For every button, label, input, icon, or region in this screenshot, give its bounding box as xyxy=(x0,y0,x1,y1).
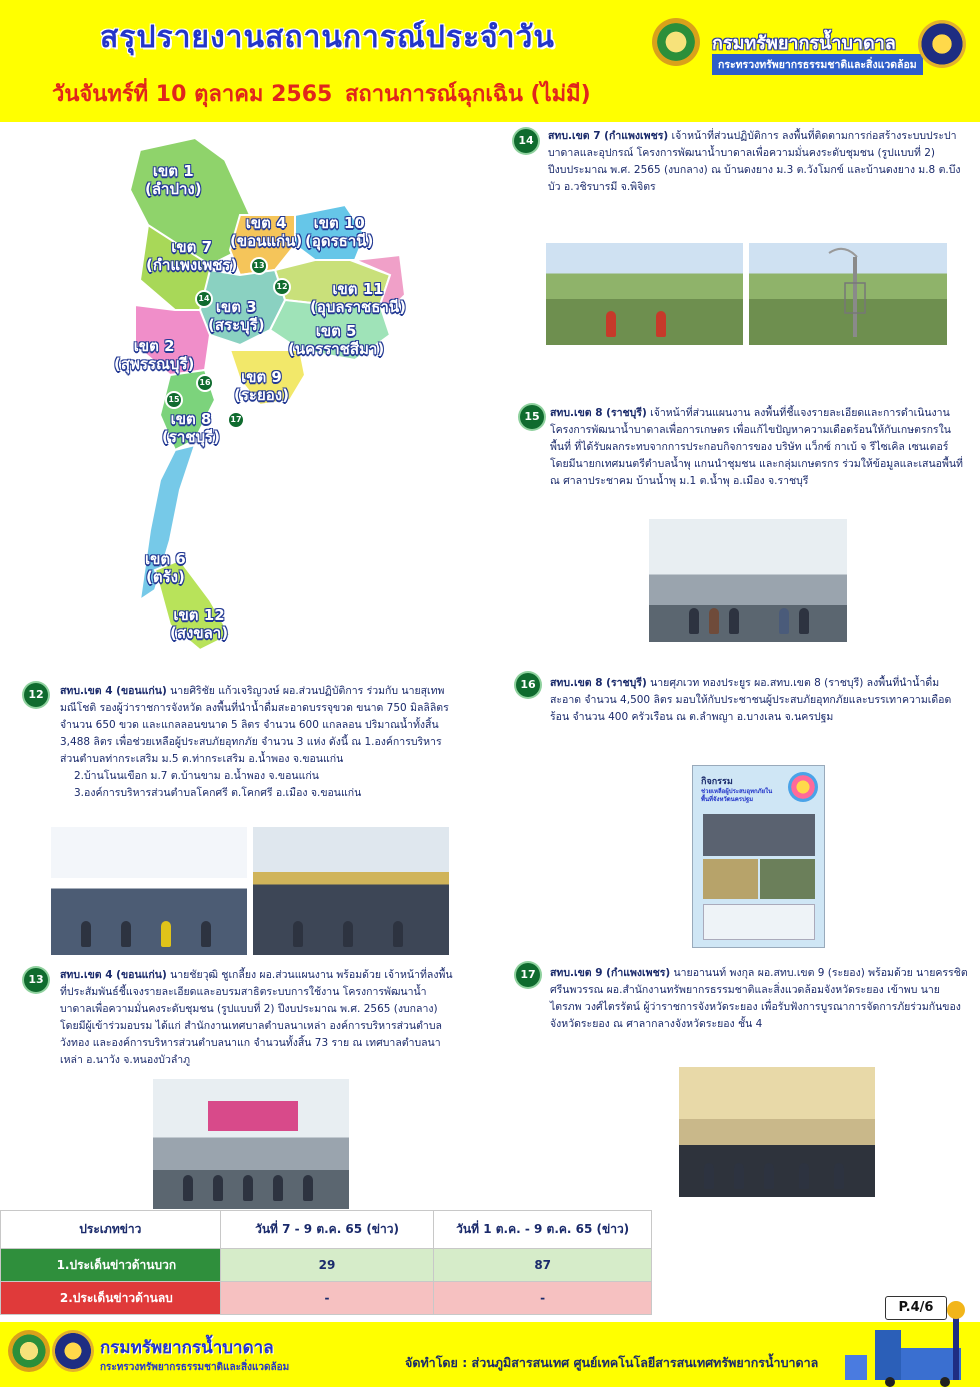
zone-province: (ลำปาง) xyxy=(145,180,202,198)
zone-label-6 xyxy=(145,550,186,586)
news-photo xyxy=(252,826,450,956)
zone-province: (สงขลา) xyxy=(170,624,229,642)
map-marker-12: 12 xyxy=(273,278,291,296)
news-list-item: 2.บ้านโนนเขือก ม.7 ต.บ้านขาม อ.น้ำพอง จ.ขอนแก่น xyxy=(74,770,319,782)
table-cell-total: - xyxy=(434,1282,652,1315)
news-lead: สทบ.เขต 8 (ราชบุรี) xyxy=(550,677,647,689)
map-marker-13: 13 xyxy=(250,257,268,275)
person-figure xyxy=(243,1175,253,1201)
news-number-badge: 14 xyxy=(514,129,538,153)
person-figure xyxy=(834,1163,844,1189)
map-marker-17: 17 xyxy=(227,411,245,429)
event-banner xyxy=(208,1101,298,1131)
table-cell-week: - xyxy=(220,1282,434,1315)
zone-label-5 xyxy=(288,322,384,358)
news-number-badge: 16 xyxy=(516,673,540,697)
person-figure xyxy=(689,608,699,634)
person-figure xyxy=(183,1175,193,1201)
news-item-16 xyxy=(550,675,968,726)
zone-province: (ขอนแก่น) xyxy=(230,232,303,250)
news-stats-table xyxy=(0,1210,652,1315)
zone-label-9 xyxy=(234,368,289,404)
activity-poster xyxy=(692,765,825,948)
thailand-zone-map xyxy=(100,130,410,660)
person-figure xyxy=(201,921,211,947)
person-figure xyxy=(213,1175,223,1201)
news-item-14 xyxy=(548,128,968,196)
news-lead: สทบ.เขต 4 (ขอนแก่น) xyxy=(60,685,167,697)
zone-province: (สระบุรี) xyxy=(208,316,265,334)
news-number-badge: 13 xyxy=(24,968,48,992)
map-marker-15: 15 xyxy=(165,391,183,409)
news-lead: สทบ.เขต 8 (ราชบุรี) xyxy=(550,407,647,419)
poster-caption-box xyxy=(703,904,815,940)
poster-title: กิจกรรม xyxy=(701,777,733,787)
person-figure xyxy=(704,1163,714,1189)
table-row-negative xyxy=(1,1282,652,1315)
zone-name: เขต 11 xyxy=(332,280,384,298)
zone-name: เขต 8 xyxy=(170,410,212,428)
news-lead: สทบ.เขต 9 (กำแพงเพชร) xyxy=(550,967,671,979)
zone-label-7 xyxy=(146,238,237,274)
zone-label-12 xyxy=(170,606,228,642)
person-figure xyxy=(393,921,403,947)
poster-photo xyxy=(703,814,815,856)
table-cell-total: 87 xyxy=(434,1249,652,1282)
zone-name: เขต 7 xyxy=(171,238,213,256)
zone-province: (ราชบุรี) xyxy=(162,428,220,446)
map-marker-14: 14 xyxy=(195,290,213,308)
news-body: นายอานนท์ พงกุล ผอ.สทบ.เขต 9 (ระยอง) พร้อมด้วย นายครรชิต ศรีนพวรรณ ผอ.สำนักงานทรัพยากรธรรมชาติและสิ่งแวดล้อมจังหวัดระยอง เข้าพบ นายไตรภพ วงศ์ไตรรัตน์ ผู้ว่าราชการจังหวัดระยอง เพื่อรับฟังการบูรณาการจัดการภัยร่วมกันของจังหวัดระยอง ณ ศาลากลางจังหวัดระยอง ชั้น 4 xyxy=(550,967,968,1030)
page-title: สรุปรายงานสถานการณ์ประจำวัน xyxy=(100,20,555,55)
zone-name: เขต 5 xyxy=(315,322,357,340)
ministry-name: กระทรวงทรัพยากรธรรมชาติและสิ่งแวดล้อม xyxy=(712,54,923,75)
person-figure xyxy=(161,921,171,947)
news-body: เจ้าหน้าที่ส่วนแผนงาน ลงพื้นที่ชี้แจงรายละเอียดและการดำเนินงานโครงการพัฒนาน้ำบาดาลเพื่อการเกษตร เพื่อแก้ไขปัญหาความเดือดร้อนให้กับเกษตรกรในพื้นที่ ที่ได้รับผลกระทบจากการประกอบกิจการของ บริษัท แว็กซ์ กาเบ้ จ รีไซเคิล เซนเตอร์ โดยมีนายกเทศมนตรีตำบลน้ำพุ แกนนำชุมชน และกลุ่มเกษตรกร ร่วมให้ข้อมูลและเสนอพื้นที่ ณ ศาลาประชาคม บ้านน้ำพุ ม.1 ต.น้ำพุ อ.เมือง จ.ราชบุรี xyxy=(550,407,963,487)
zone-label-11 xyxy=(310,280,406,316)
news-number-badge: 15 xyxy=(520,405,544,429)
news-body: นายศิริชัย แก้วเจริญวงษ์ ผอ.ส่วนปฏิบัติการ ร่วมกับ นายสุเทพ มณีโชติ รองผู้ว่าราชการจังหวัด ลงพื้นที่นำน้ำดื่มสะอาดบรรจุขวด ขนาด 750 มิลลิลิตร จำนวน 650 ขวด และแกลลอนขนาด 5 ลิตร จำนวน 600 แกลลอน ปริมาณน้ำทั้งสิ้น 3,488 ลิตร เพื่อช่วยเหลือผู้ประสบภัยอุทกภัย จำนวน 3 แห่ง ดังนี้ ณ 1.องค์การบริหารส่วนตำบลท่ากระเสริม ม.5 ต.ท่ากระเสริม อ.น้ำพอง จ.ขอนแก่น xyxy=(60,685,449,765)
person-figure xyxy=(606,311,616,337)
zone-province: (ระยอง) xyxy=(234,386,289,404)
emergency-status: สถานการณ์ฉุกเฉิน (ไม่มี) xyxy=(345,82,591,107)
map-marker-16: 16 xyxy=(196,374,214,392)
poster-subtitle: ช่วยเหลือผู้ประสบอุทกภัยในพื้นที่จังหวัดนครปฐม xyxy=(701,788,773,803)
news-photo xyxy=(748,242,948,346)
news-lead: สทบ.เขต 7 (กำแพงเพชร) xyxy=(548,130,669,142)
news-photo xyxy=(545,242,744,346)
zone-label-8 xyxy=(162,410,220,446)
table-header-cell: ประเภทข่าว xyxy=(1,1211,221,1249)
person-figure xyxy=(293,921,303,947)
zone-label-3 xyxy=(208,298,265,334)
news-item-17 xyxy=(550,965,968,1033)
news-body: เจ้าหน้าที่ส่วนปฏิบัติการ ลงพื้นที่ติดตามการก่อสร้างระบบประปาบาดาลและอุปกรณ์ โครงการพัฒนาน้ำบาดาลเพื่อความมั่นคงระดับชุมชน (รูปแบบที่ 2) ปีงบประมาณ พ.ศ. 2565 (งบกลาง) ณ บ้านดงยาง ม.3 ต.วังโมกข์ และบ้านดงยาง ม.8 ต.บึงบัว อ.วชิรบารมี จ.พิจิตร xyxy=(548,130,961,193)
news-number-badge: 12 xyxy=(24,683,48,707)
news-photo xyxy=(152,1078,350,1210)
zone-label-4 xyxy=(230,214,302,250)
footer-credit: จัดทำโดย : ส่วนภูมิสารสนเทศ ศูนย์เทคโนโลยีสารสนเทศทรัพยากรน้ำบาดาล xyxy=(405,1355,819,1370)
person-figure xyxy=(734,1163,744,1189)
footer-ministry-name: กระทรวงทรัพยากรธรรมชาติและสิ่งแวดล้อม xyxy=(100,1362,290,1373)
person-figure xyxy=(303,1175,313,1201)
news-body: นายศุภเวท ทองประยูร ผอ.สทบ.เขต 8 (ราชบุรี) ลงพื้นที่นำน้ำดื่มสะอาด จำนวน 4,500 ลิตร มอบให้กับประชาชนผู้ประสบภัยอุทกภัยและบรรเทาความเดือดร้อน จำนวน 400 ครัวเรือน ณ ต.ลำพญา อ.บางเลน จ.นครปฐม xyxy=(550,677,952,723)
zone-name: เขต 9 xyxy=(241,368,282,386)
department-seal-icon xyxy=(8,1330,50,1372)
water-tower-icon xyxy=(749,243,948,346)
zone-province: (นครราชสีมา) xyxy=(288,340,385,358)
zone-label-1 xyxy=(145,162,202,198)
news-photo xyxy=(50,826,248,956)
table-cell-week: 29 xyxy=(220,1249,434,1282)
news-lead: สทบ.เขต 4 (ขอนแก่น) xyxy=(60,969,167,981)
table-row-positive xyxy=(1,1249,652,1282)
person-figure xyxy=(121,921,131,947)
ministry-seal-icon xyxy=(52,1330,94,1372)
ministry-seal-icon xyxy=(918,20,966,68)
table-header-cell: วันที่ 1 ต.ค. - 9 ต.ค. 65 (ข่าว) xyxy=(434,1211,652,1249)
news-list-item: 3.องค์การบริหารส่วนตำบลโคกศรี ต.โคกศรี อ.เมือง จ.ขอนแก่น xyxy=(74,787,362,799)
news-photo xyxy=(648,518,848,643)
drilling-rig-icon xyxy=(835,1300,980,1387)
zone-name: เขต 12 xyxy=(173,606,225,624)
person-figure xyxy=(799,1163,809,1189)
table-header-cell: วันที่ 7 - 9 ต.ค. 65 (ข่าว) xyxy=(220,1211,434,1249)
news-body: นายชัยวุฒิ ชูเกลี้ยง ผอ.ส่วนแผนงาน พร้อมด้วย เจ้าหน้าที่ลงพื้นที่ประสัมพันธ์ชี้แจงรายละเอียดและอบรมสาธิตระบบการใช้งาน โครงการพัฒนาน้ำบาดาลเพื่อความมั่นคงระดับชุมชน (รูปแบบที่ 2) ปีงบประมาณ พ.ศ. 2565 (งบกลาง) โดยมีผู้เข้าร่วมอบรม ได้แก่ สำนักงานเทศบาลตำบลนาเหล่า องค์การบริหารส่วนตำบลวังทอง และองค์การบริหารส่วนตำบลนาแก จำนวนทั้งสิ้น 73 ราย ณ เทศบาลตำบลนาเหล่า อ.นาวัง จ.หนองบัวลำภู xyxy=(60,969,453,1066)
zone-name: เขต 3 xyxy=(215,298,257,316)
zone-name: เขต 4 xyxy=(245,214,287,232)
person-figure xyxy=(343,921,353,947)
news-number-badge: 17 xyxy=(516,963,540,987)
person-figure xyxy=(799,608,809,634)
water-drop-icon xyxy=(788,772,818,802)
person-figure xyxy=(273,1175,283,1201)
news-photo xyxy=(678,1066,876,1198)
zone-name: เขต 6 xyxy=(145,550,186,568)
page-number: P.4/6 xyxy=(885,1296,947,1320)
footer-department-name: กรมทรัพยากรน้ำบาดาล xyxy=(100,1338,274,1358)
zone-province: (กำแพงเพชร) xyxy=(146,256,238,274)
department-name: กรมทรัพยากรน้ำบาดาล xyxy=(712,33,896,54)
zone-label-2 xyxy=(114,337,194,373)
zone-province: (อุดรธานี) xyxy=(305,232,374,250)
zone-name: เขต 10 xyxy=(313,214,365,232)
zone-name: เขต 2 xyxy=(133,337,175,355)
department-seal-icon xyxy=(652,18,700,66)
person-figure xyxy=(729,608,739,634)
table-header-row xyxy=(1,1211,652,1249)
report-date: วันจันทร์ที่ 10 ตุลาคม 2565 xyxy=(52,82,333,107)
poster-photo xyxy=(703,859,758,899)
news-item-15 xyxy=(550,405,968,490)
person-figure xyxy=(709,608,719,634)
zone-label-10 xyxy=(305,214,373,250)
table-cell-category: 1.ประเด็นข่าวด้านบวก xyxy=(1,1249,221,1282)
zone-name: เขต 1 xyxy=(152,162,194,180)
news-item-12 xyxy=(60,683,455,802)
table-cell-category: 2.ประเด็นข่าวด้านลบ xyxy=(1,1282,221,1315)
person-figure xyxy=(656,311,666,337)
zone-province: (อุบลราชธานี) xyxy=(310,298,406,316)
person-figure xyxy=(81,921,91,947)
person-figure xyxy=(779,608,789,634)
person-figure xyxy=(764,1163,774,1189)
poster-photo xyxy=(760,859,815,899)
zone-province: (สุพรรณบุรี) xyxy=(114,355,195,373)
zone-province: (ตรัง) xyxy=(145,568,185,586)
news-item-13 xyxy=(60,967,455,1069)
